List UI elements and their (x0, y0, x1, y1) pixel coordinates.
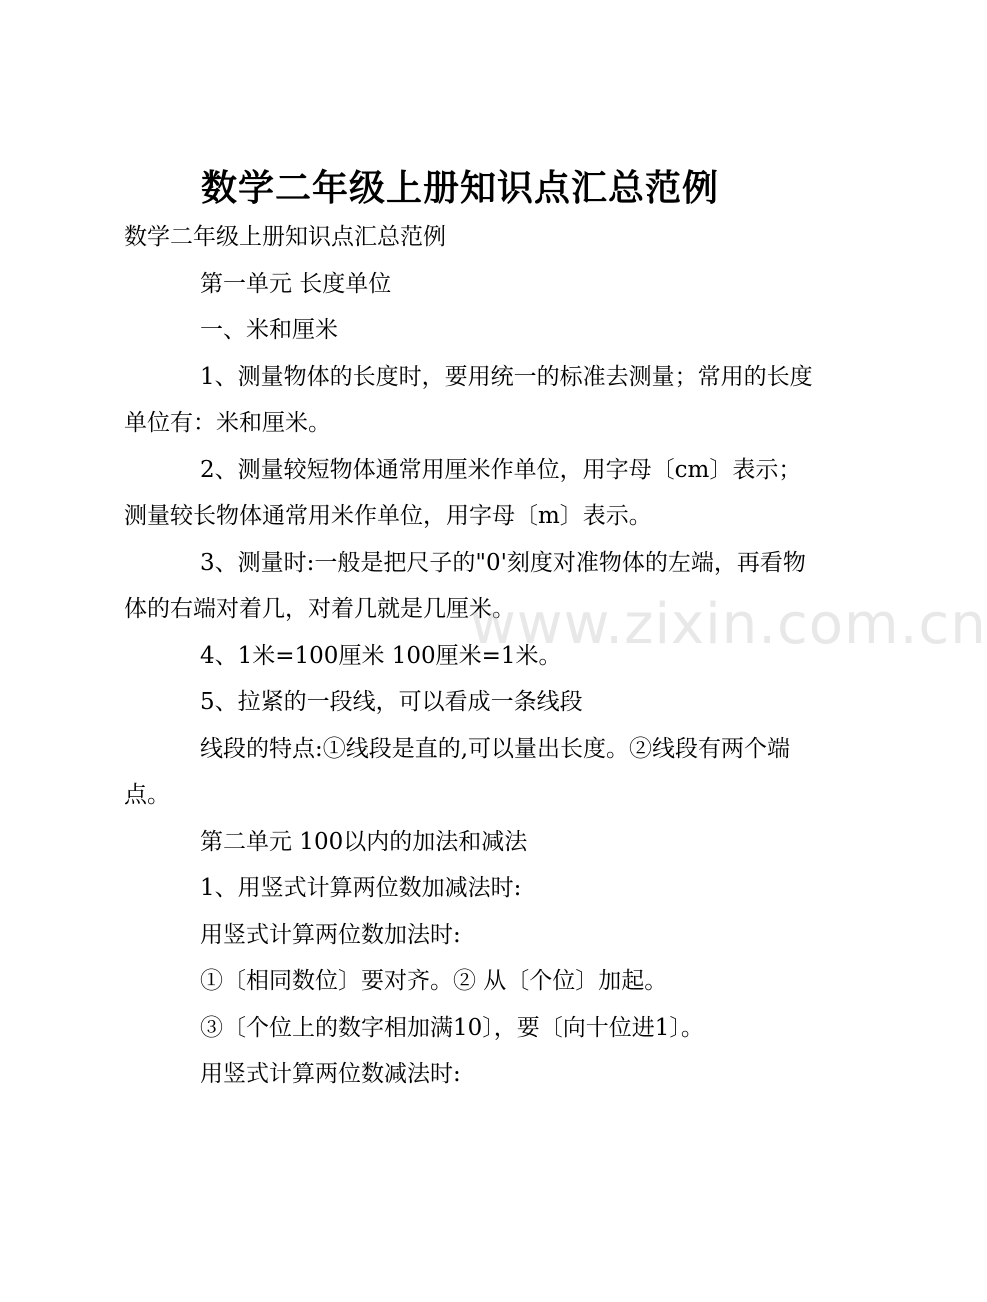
heading-section-meter-cm: 一、米和厘米 (200, 317, 338, 343)
paragraph-vertical-calc: 1、用竖式计算两位数加减法时: (200, 875, 522, 901)
heading-unit-2: 第二单元 100以内的加法和减法 (200, 828, 528, 855)
paragraph-item-3: 3、测量时:一般是把尺子的"0'刻度对准物体的左端，再看物体的右端对着几，对着几就是几厘米。 (124, 549, 806, 622)
paragraph-segment-features: 线段的特点:①线段是直的,可以量出长度。②线段有两个端点。 (124, 735, 791, 808)
paragraph-item-4: 4、1米=100厘米 100厘米=1米。 (200, 642, 562, 669)
paragraph-subtraction-heading: 用竖式计算两位数减法时: (200, 1061, 461, 1087)
paragraph-addition-heading: 用竖式计算两位数加法时: (200, 921, 461, 948)
document-body (124, 214, 814, 1098)
paragraph-item-2: 2、测量较短物体通常用厘米作单位，用字母〔cm〕表示；测量较长物体通常用米作单位，用字母〔m〕表示。 (124, 456, 802, 529)
watermark: www.zixin.com.cn (470, 592, 987, 657)
paragraph-item-5: 5、拉紧的一段线，可以看成一条线段 (200, 689, 583, 715)
heading-unit-1: 第一单元 长度单位 (200, 270, 392, 297)
paragraph-addition-rule-2: ③〔个位上的数字相加满10〕，要〔向十位进1〕。 (200, 1014, 704, 1041)
paragraph-item-1: 1、测量物体的长度时，要用统一的标准去测量；常用的长度单位有：米和厘米。 (124, 363, 813, 436)
paragraph-subtitle: 数学二年级上册知识点汇总范例 (124, 224, 446, 250)
paragraph-addition-rule-1: ①〔相同数位〕要对齐。② 从〔个位〕加起。 (200, 968, 668, 994)
document-title: 数学二年级上册知识点汇总范例 (200, 167, 719, 209)
